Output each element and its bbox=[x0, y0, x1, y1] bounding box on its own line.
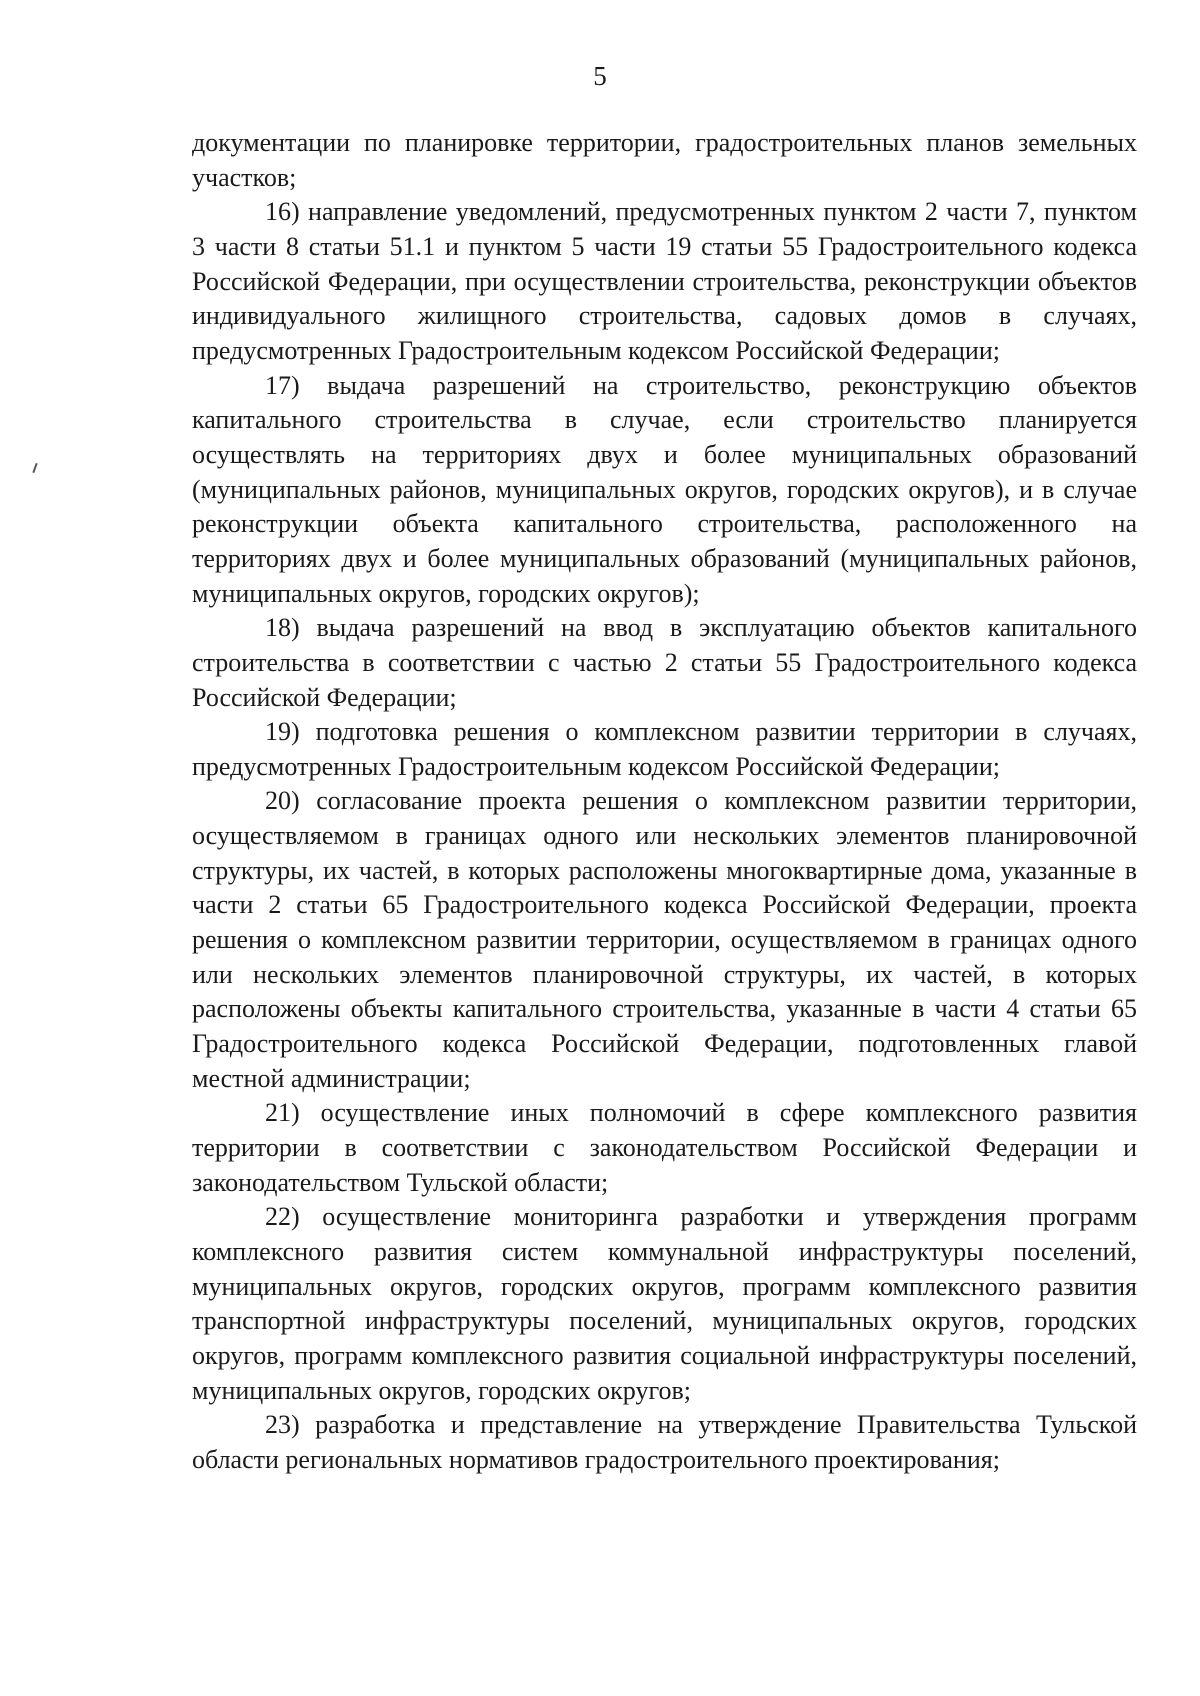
paragraph-continuation: документации по планировке территории, градостроительных планов земельных участков; bbox=[192, 128, 1137, 192]
paragraph-item-20: 20) согласование проекта решения о комплексном развитии территории, осуществляемом в границах одного или нескольких элементов планировочной структуры, их частей, в которых расположены многоквартирные дома, указанные в части 2 статьи 65 Градостроительного кодекса Российской Федерации, проекта решения о комплексном развитии территории, осуществляемом в границах одного или нескольких элементов планировочной структуры, их частей, в которых расположены объекты капитального строительства, указанные в части 4 статьи 65 Градостроительного кодекса Российской Федерации, подготовленных главой местной администрации; bbox=[192, 786, 1137, 1093]
document-body bbox=[192, 126, 1137, 1478]
paragraph-item-21: 21) осуществление иных полномочий в сфере комплексного развития территории в соответствии с законодательством Российской Федерации и законодательством Тульской области; bbox=[192, 1098, 1137, 1197]
paragraph-item-16: 16) направление уведомлений, предусмотренных пунктом 2 части 7, пунктом 3 части 8 статьи 51.1 и пунктом 5 части 19 статьи 55 Градостроительного кодекса Российской Федерации, при осуществлении строительства, реконструкции объектов индивидуального жилищного строительства, садовых домов в случаях, предусмотренных Градостроительным кодексом Российской Федерации; bbox=[192, 197, 1137, 365]
scan-mark bbox=[32, 463, 37, 473]
page-number: 5 bbox=[593, 61, 607, 91]
paragraph-item-18: 18) выдача разрешений на ввод в эксплуатацию объектов капитального строительства в соответствии с частью 2 статьи 55 Градостроительного кодекса Российской Федерации; bbox=[192, 613, 1137, 712]
paragraph-item-22: 22) осуществление мониторинга разработки и утверждения программ комплексного развития систем коммунальной инфраструктуры поселений, муниципальных округов, городских округов, программ комплексного развития транспортной инфраструктуры поселений, муниципальных округов, городских округов, программ комплексного развития социальной инфраструктуры поселений, муниципальных округов, городских округов; bbox=[192, 1202, 1137, 1405]
paragraph-item-23: 23) разработка и представление на утверждение Правительства Тульской области региональных нормативов градостроительного проектирования; bbox=[192, 1410, 1137, 1474]
paragraph-item-17: 17) выдача разрешений на строительство, реконструкцию объектов капитального строительства в случае, если строительство планируется осуществлять на территориях двух и более муниципальных образований (муниципальных районов, муниципальных округов, городских округов), и в случае реконструкции объекта капитального строительства, расположенного на территориях двух и более муниципальных образований (муниципальных районов, муниципальных округов, городских округов); bbox=[192, 370, 1137, 608]
paragraph-item-19: 19) подготовка решения о комплексном развитии территории в случаях, предусмотренных Градостроительным кодексом Российской Федерации; bbox=[192, 717, 1137, 781]
